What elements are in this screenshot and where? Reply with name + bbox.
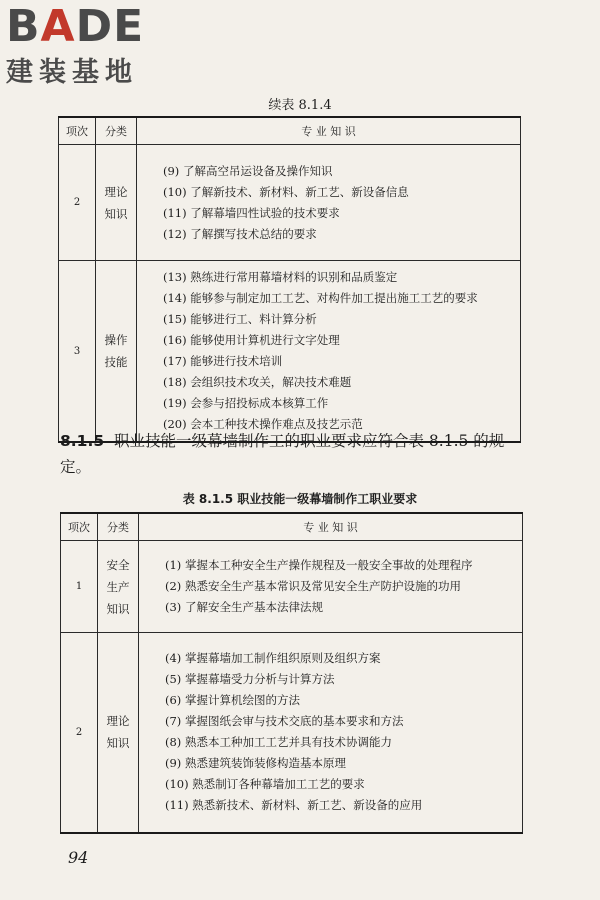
list-item: (1) 掌握本工种安全生产操作规程及一般安全事故的处理程序 <box>165 558 473 572</box>
row-items <box>139 541 523 633</box>
row-category: 操作 技能 <box>96 261 137 443</box>
page-number: 94 <box>68 848 89 867</box>
list-item: (18) 会组织技术攻关，解决技术难题 <box>163 375 352 389</box>
table-header-row <box>59 117 521 145</box>
table-row <box>59 145 521 261</box>
list-item: (11) 熟悉新技术、新材料、新工艺、新设备的应用 <box>165 798 423 813</box>
list-item: (19) 会参与招投标成本核算工作 <box>163 396 329 410</box>
row-category: 理论 知识 <box>96 145 137 261</box>
table-header-row <box>61 513 523 541</box>
logo-subtitle: 建装基地 <box>6 57 138 88</box>
header-category: 分类 <box>96 117 137 145</box>
list-item: (14) 能够参与制定加工工艺、对构件加工提出施工工艺的要求 <box>163 291 478 305</box>
row-items <box>139 633 523 833</box>
list-item: (9) 熟悉建筑装饰装修构造基本原理 <box>165 756 346 771</box>
table1-caption: 续表 8.1.4 <box>268 98 332 113</box>
table-row <box>61 633 523 833</box>
list-item: (6) 掌握计算机绘图的方法 <box>165 693 300 708</box>
table-8-1-5 <box>60 512 523 834</box>
list-item: (17) 能够进行技术培训 <box>163 354 283 368</box>
header-category: 分类 <box>98 513 139 541</box>
list-item: (11) 了解幕墙四性试验的技术要求 <box>163 205 340 220</box>
row-items <box>137 145 521 261</box>
table-row <box>59 261 521 443</box>
header-knowledge: 专 业 知 识 <box>139 513 523 541</box>
list-item: (15) 能够进行工、料计算分析 <box>163 312 317 326</box>
bade-logo <box>6 2 144 90</box>
table2-caption: 表 8.1.5 职业技能一级幕墙制作工职业要求 <box>182 492 418 506</box>
table-row <box>61 541 523 633</box>
list-item: (10) 熟悉制订各种幕墙加工工艺的要求 <box>165 777 365 792</box>
row-number: 3 <box>59 261 96 443</box>
list-item: (4) 掌握幕墙加工制作组织原则及组织方案 <box>165 651 381 666</box>
header-no: 项次 <box>61 513 98 541</box>
list-item: (8) 熟悉本工种加工工艺并具有技术协调能力 <box>165 735 392 750</box>
table-8-1-4-continued <box>58 116 521 443</box>
row-category: 安全 生产 知识 <box>98 541 139 633</box>
list-item: (7) 掌握图纸会审与技术交底的基本要求和方法 <box>165 714 404 729</box>
list-item: (13) 熟练进行常用幕墙材料的识别和品质鉴定 <box>163 270 398 284</box>
list-item: (3) 了解安全生产基本法律法规 <box>165 600 323 614</box>
section-8-1-5: 8.1.5 职业技能一级幕墙制作工的职业要求应符合表 8.1.5 的规定。 <box>60 432 505 476</box>
list-item: (20) 会本工种技术操作难点及技艺示范 <box>163 417 363 431</box>
list-item: (16) 能够使用计算机进行文字处理 <box>163 333 340 347</box>
list-item: (5) 掌握幕墙受力分析与计算方法 <box>165 672 335 687</box>
row-number: 2 <box>61 633 98 833</box>
header-no: 项次 <box>59 117 96 145</box>
logo-brand: BADE <box>6 1 145 52</box>
list-item: (10) 了解新技术、新材料、新工艺、新设备信息 <box>163 184 409 199</box>
header-knowledge: 专 业 知 识 <box>137 117 521 145</box>
list-item: (9) 了解高空吊运设备及操作知识 <box>163 163 333 178</box>
row-items <box>137 261 521 443</box>
list-item: (2) 熟悉安全生产基本常识及常见安全生产防护设施的功用 <box>165 579 461 593</box>
row-number: 1 <box>61 541 98 633</box>
row-category: 理论 知识 <box>98 633 139 833</box>
row-number: 2 <box>59 145 96 261</box>
list-item: (12) 了解撰写技术总结的要求 <box>163 226 317 241</box>
